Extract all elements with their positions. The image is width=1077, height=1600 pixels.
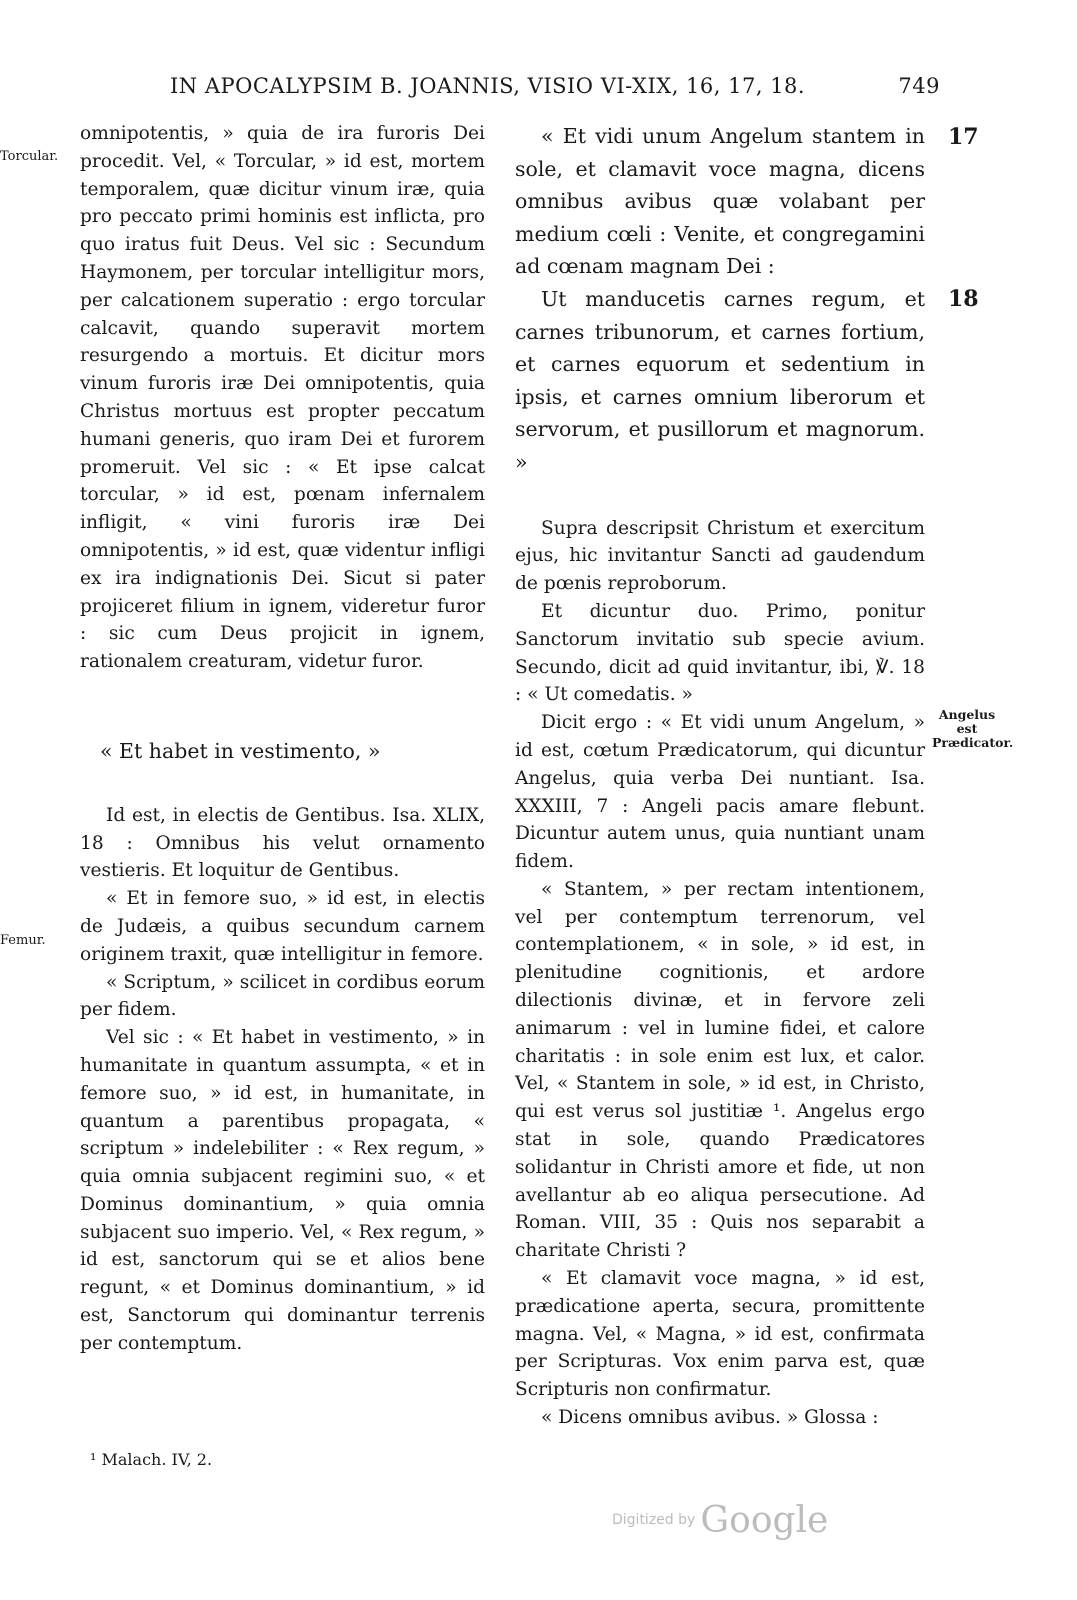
verse-number-18: 18 bbox=[948, 286, 979, 312]
right-paragraph-1: Supra descripsit Christum et exercitum ejus, hic invitantur Sancti ad gaudendum de pœnis reproborum. bbox=[515, 517, 925, 595]
margin-note-femur: Femur. bbox=[0, 933, 46, 948]
left-column bbox=[80, 120, 485, 1358]
margin-note-angelus: Angelus est Prædicator. bbox=[932, 707, 1014, 750]
watermark-logo: Google bbox=[700, 1500, 829, 1541]
right-column bbox=[515, 120, 925, 1432]
verse-17-text: « Et vidi unum Angelum stantem in sole, et clamavit voce magna, dicens omnibus avibus quæ volabant per medium cœli : Venite, et congregamini ad cœnam magnam Dei : bbox=[515, 124, 925, 279]
footnote: ¹ Malach. IV, 2. bbox=[90, 1450, 213, 1469]
right-paragraph-2: Et dicuntur duo. Primo, ponitur Sanctorum invitatio sub specie avium. Secundo, dicit ad quid invitantur, ibi, ℣. 18 : « Ut comedatis. » bbox=[515, 600, 925, 706]
right-paragraph-4: « Stantem, » per rectam intentionem, vel per contemptum terrenorum, vel contemplationem, « in sole, » id est, in plenitudine cognitionis, et ardore dilectionis divinæ, et in fervore zeli animarum : vel in lumine fidei, et calore charitatis : in sole enim est lux, et calor. Vel, « Stantem in sole, » id est, in Christo, qui est verus sol justitiæ ¹. Angelus ergo stat in sole, quando Prædicatores solidantur in Christi amore et fide, ut non avellantur ab eo aliqua persecutione. Ad Roman. VIII, 35 : Quis nos separabit a charitate Christi ? bbox=[515, 878, 925, 1262]
lemma-vestimento: « Et habet in vestimento, » bbox=[100, 738, 381, 763]
running-title: IN APOCALYPSIM B. JOANNIS, VISIO VI-XIX, 16, 17, 18. bbox=[170, 74, 806, 98]
verse-18-text: Ut manducetis carnes regum, et carnes tribunorum, et carnes fortium, et carnes equorum et sedentium in ipsis, et carnes omnium liberorum et servorum, et pusillorum et magnorum. » bbox=[515, 286, 925, 474]
verse-number-17: 17 bbox=[948, 124, 979, 150]
left-paragraph-2: Id est, in electis de Gentibus. Isa. XLIX, 18 : Omnibus his velut ornamento vestieris. Et loquitur de Gentibus. bbox=[80, 804, 485, 882]
left-paragraph-1: omnipotentis, » quia de ira furoris Dei procedit. Vel, « Torcular, » id est, mortem temporalem, quæ dicitur vinum iræ, quia pro peccato primi hominis est inflicta, pro quo iratus fuit Deus. Vel sic : Secundum Haymonem, per torcular intelligitur mors, per calcationem superatio : ergo torcular calcavit, quando superavit mortem resurgendo a mortuis. Et dicitur mors vinum furoris iræ Dei omnipotentis, quia Christus mortuus est propter peccatum humani generis, quo iram Dei et furorem promeruit. Vel sic : « Et ipse calcat torcular, » id est, pœnam infernalem infligit, « vini furoris iræ Dei omnipotentis, » id est, quæ videntur infligi ex ira indignationis Dei. Sicut si pater projiceret filium in ignem, videretur furor : sic cum Deus projicit in ignem, rationalem creaturam, videtur furor. bbox=[80, 123, 485, 673]
left-paragraph-5: Vel sic : « Et habet in vestimento, » in humanitate in quantum assumpta, « et in femore suo, » id est, in humanitate, in quantum a parentibus propagata, « scriptum » indelebiliter : « Rex regum, » quia omnia subjacent regimini suo, « et Dominus dominantium, » quia omnia subjacent suo imperio. Vel, « Rex regum, » id est, sanctorum qui se et alios bene regunt, « et Dominus dominantium, » id est, Sanctorum qui dominantur terrenis per contemptum. bbox=[80, 1027, 485, 1354]
running-header bbox=[170, 74, 940, 98]
digitized-watermark bbox=[612, 1500, 828, 1541]
left-paragraph-4: « Scriptum, » scilicet in cordibus eorum per fidem. bbox=[80, 971, 485, 1021]
right-paragraph-3: Dicit ergo : « Et vidi unum Angelum, » id est, cœtum Prædicatorum, qui dicuntur Angelus, quia verba Dei nuntiant. Isa. XXXIII, 7 : Angeli pacis amare flebunt. Dicuntur autem unus, quia nuntiant unam fidem. bbox=[515, 712, 925, 873]
page-number: 749 bbox=[898, 74, 940, 98]
right-paragraph-5: « Et clamavit voce magna, » id est, prædicatione aperta, secura, promittente magna. Vel, « Magna, » id est, confirmata per Scripturas. Vox enim parva est, quæ Scripturis non confirmatur. bbox=[515, 1268, 925, 1401]
right-paragraph-6: « Dicens omnibus avibus. » Glossa : bbox=[541, 1407, 879, 1429]
watermark-small: Digitized by bbox=[612, 1512, 696, 1528]
left-paragraph-3: « Et in femore suo, » id est, in electis de Judæis, a quibus secundum carnem originem traxit, quæ intelligitur in femore. bbox=[80, 888, 485, 965]
margin-note-torcular: Torcular. bbox=[0, 149, 59, 164]
